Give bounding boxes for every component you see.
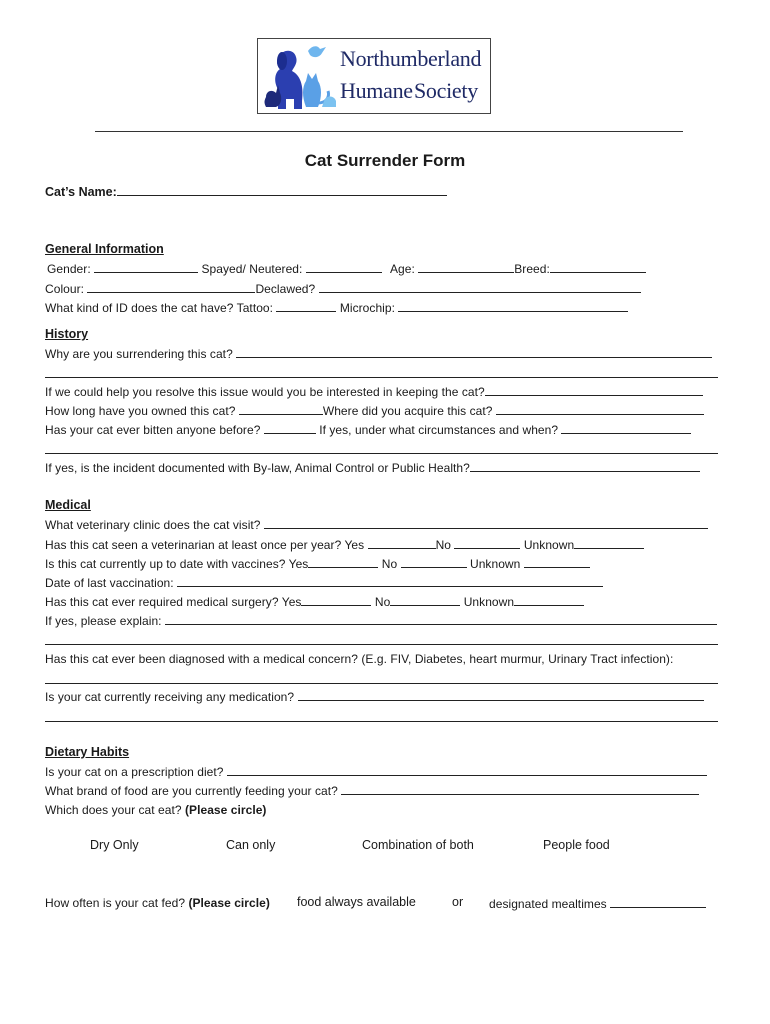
which-row: [45, 803, 266, 817]
breed-label: Breed:: [514, 262, 550, 276]
age-label: Age:: [389, 262, 415, 276]
where-field[interactable]: [496, 403, 704, 415]
surgery-no-field[interactable]: [390, 594, 460, 606]
bitten-field[interactable]: [264, 422, 316, 434]
help-field[interactable]: [485, 384, 703, 396]
vaccines-unknown-label: Unknown: [469, 557, 521, 571]
age-field[interactable]: [418, 261, 514, 273]
medication-field[interactable]: [298, 689, 704, 701]
designated-row: [489, 896, 706, 911]
microchip-field[interactable]: [398, 300, 628, 312]
help-row: [45, 384, 703, 399]
bitten-row: [45, 422, 691, 437]
why-field-continued[interactable]: [45, 377, 718, 378]
option-people-food[interactable]: People food: [543, 838, 610, 852]
surgery-row: [45, 594, 584, 609]
colour-row: [45, 281, 641, 296]
dietary-heading: Dietary Habits: [45, 745, 130, 759]
header-divider: [95, 131, 683, 132]
brand-row: [45, 783, 699, 798]
colour-label: Colour:: [45, 282, 85, 296]
please-circle-label: (Please circle): [185, 803, 267, 817]
seen-no-field[interactable]: [454, 537, 520, 549]
brand-label: What brand of food are you currently feeding your cat?: [45, 784, 338, 798]
microchip-label: Microchip:: [339, 301, 395, 315]
medication-field-continued[interactable]: [45, 721, 718, 722]
logo-line-3: Society: [414, 78, 478, 103]
surgery-label: Has this cat ever required medical surgery? Yes: [45, 595, 302, 609]
id-row: [45, 300, 628, 315]
option-can-only[interactable]: Can only: [226, 838, 276, 852]
which-label: Which does your cat eat?: [45, 803, 182, 817]
breed-field[interactable]: [550, 261, 646, 273]
cats-name-label: Cat’s Name:: [45, 185, 117, 199]
seen-unknown-label: Unknown: [523, 538, 575, 552]
vaccines-unknown-field[interactable]: [524, 556, 590, 568]
prescription-field[interactable]: [227, 764, 707, 776]
circumstances-field[interactable]: [561, 422, 691, 434]
documented-row: [45, 460, 700, 475]
last-vaccination-label: Date of last vaccination:: [45, 576, 174, 590]
bitten-label: Has your cat ever bitten anyone before?: [45, 423, 261, 437]
last-vaccination-field[interactable]: [177, 575, 603, 587]
spayed-label: Spayed/ Neutered:: [201, 262, 303, 276]
diagnosed-row: [45, 652, 673, 666]
surgery-yes-field[interactable]: [301, 594, 371, 606]
diagnosed-label: Has this cat ever been diagnosed with a medical concern? (E.g. FIV, Diabetes, heart murmur, Urinary Tract infection):: [45, 652, 674, 666]
explain-field[interactable]: [165, 613, 717, 625]
documented-label: If yes, is the incident documented with By-law, Animal Control or Public Health?: [45, 461, 470, 475]
general-heading: General Information: [45, 242, 164, 256]
prescription-row: [45, 764, 707, 779]
surgery-no-label: No: [374, 595, 391, 609]
vaccines-row: [45, 556, 590, 571]
vaccines-no-field[interactable]: [401, 556, 467, 568]
seen-yes-field[interactable]: [368, 537, 436, 549]
how-often-label-row: [45, 896, 270, 910]
medication-label: Is your cat currently receiving any medication?: [45, 690, 295, 704]
help-label: If we could help you resolve this issue would you be interested in keeping the cat?: [45, 385, 485, 399]
logo-line-2: Humane: [340, 78, 413, 103]
gender-field[interactable]: [94, 261, 198, 273]
option-designated-mealtimes[interactable]: designated mealtimes: [489, 897, 607, 911]
why-label: Why are you surrendering this cat?: [45, 347, 233, 361]
or-label: or: [452, 895, 464, 909]
explain-label: If yes, please explain:: [45, 614, 162, 628]
medical-heading: Medical: [45, 498, 91, 512]
clinic-row: [45, 517, 708, 532]
explain-field-continued[interactable]: [45, 644, 718, 645]
seen-unknown-field[interactable]: [574, 537, 644, 549]
howlong-field[interactable]: [239, 403, 323, 415]
id-question-label: What kind of ID does the cat have?: [45, 301, 234, 315]
option-dry-only[interactable]: Dry Only: [90, 838, 139, 852]
logo-line-1: Northumberland: [340, 46, 482, 71]
diagnosed-field[interactable]: [45, 683, 718, 684]
option-food-always[interactable]: food always available: [297, 895, 416, 909]
clinic-field[interactable]: [264, 517, 708, 529]
seen-vet-row: [45, 537, 644, 552]
spayed-field[interactable]: [306, 261, 382, 273]
vaccines-label: Is this cat currently up to date with vaccines? Yes: [45, 557, 309, 571]
history-heading: History: [45, 327, 89, 341]
howlong-row: [45, 403, 704, 418]
howlong-label: How long have you owned this cat?: [45, 404, 236, 418]
logo: [257, 38, 491, 114]
clinic-label: What veterinary clinic does the cat visit?: [45, 518, 261, 532]
vaccines-no-label: No: [381, 557, 398, 571]
gender-label: Gender:: [47, 262, 91, 276]
gender-row: [47, 261, 646, 276]
vaccines-yes-field[interactable]: [308, 556, 378, 568]
declawed-label: Declawed?: [255, 282, 316, 296]
seen-vet-label: Has this cat seen a veterinarian at least once per year? Yes: [45, 538, 365, 552]
why-field[interactable]: [236, 346, 712, 358]
page-title: Cat Surrender Form: [304, 151, 466, 170]
animals-logo-icon: [260, 41, 340, 113]
declawed-field[interactable]: [319, 281, 641, 293]
seen-no-label: No: [435, 538, 452, 552]
surgery-unknown-field[interactable]: [514, 594, 584, 606]
tattoo-field[interactable]: [276, 300, 336, 312]
circumstances-field-continued[interactable]: [45, 453, 718, 454]
colour-field[interactable]: [87, 281, 255, 293]
where-label: Where did you acquire this cat?: [322, 404, 493, 418]
medication-row: [45, 689, 704, 704]
surgery-unknown-label: Unknown: [463, 595, 515, 609]
how-often-label: How often is your cat fed?: [45, 896, 186, 910]
how-often-please-circle: (Please circle): [188, 896, 270, 910]
option-combination[interactable]: Combination of both: [362, 838, 474, 852]
documented-field[interactable]: [470, 460, 700, 472]
circumstances-label: If yes, under what circumstances and when?: [319, 423, 559, 437]
brand-field[interactable]: [341, 783, 699, 795]
last-vaccination-row: [45, 575, 603, 590]
cats-name-row[interactable]: [45, 184, 447, 199]
cats-name-field[interactable]: [117, 184, 447, 196]
tattoo-label: Tattoo:: [236, 301, 274, 315]
prescription-label: Is your cat on a prescription diet?: [45, 765, 224, 779]
designated-field[interactable]: [610, 896, 706, 908]
why-row: [45, 346, 712, 361]
explain-row: [45, 613, 717, 628]
